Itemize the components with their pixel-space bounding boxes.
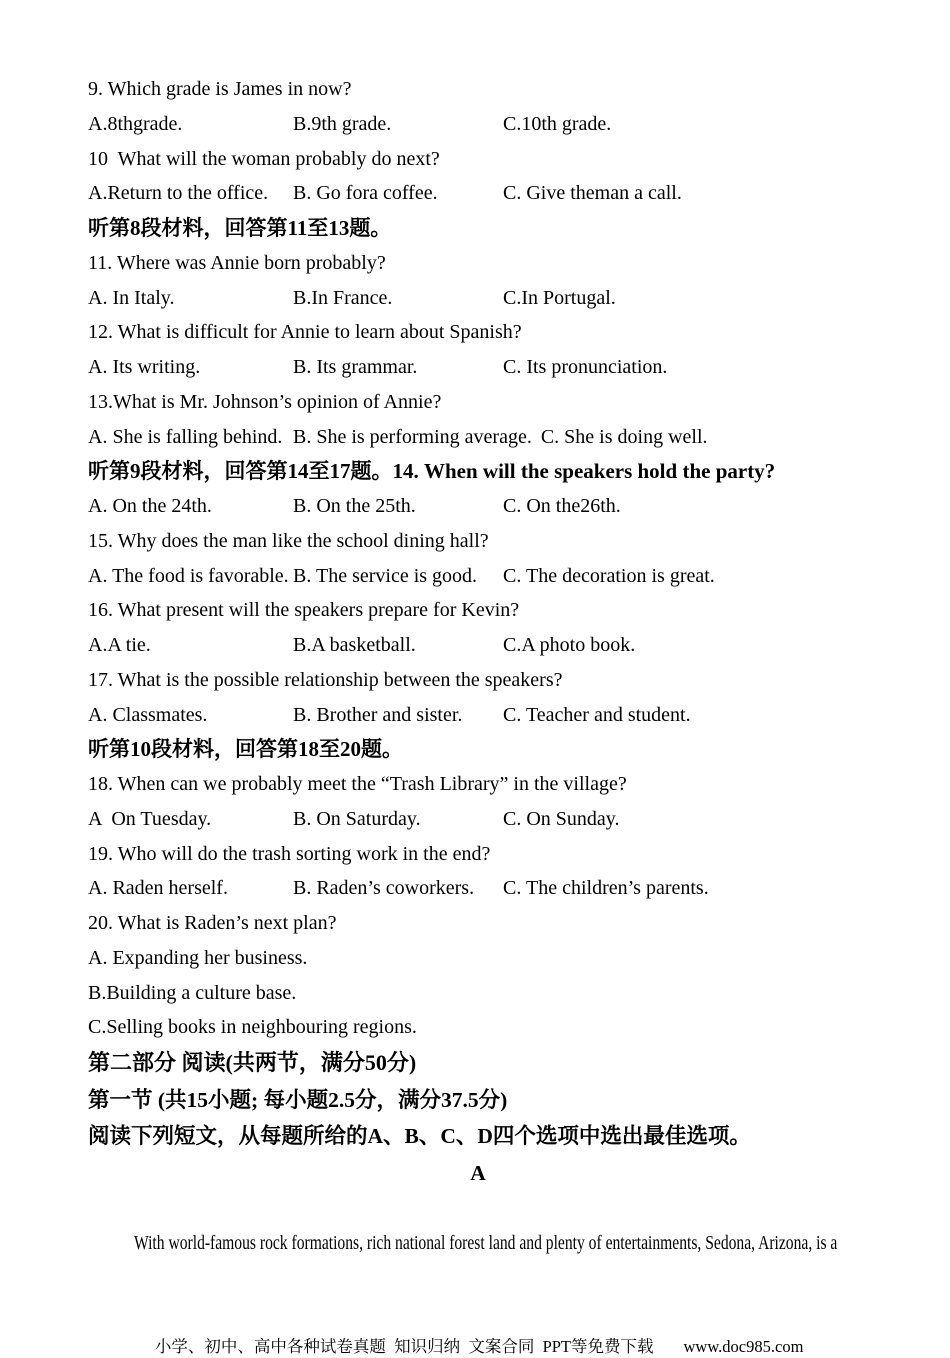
option-a: A. Raden herself. <box>88 877 228 900</box>
section-10-heading: 听第10段材料，回答第18至20题。 <box>88 737 403 762</box>
section-9-heading <box>88 454 868 489</box>
option-c: C. On Sunday. <box>503 807 620 830</box>
option-b: B. Brother and sister. <box>293 703 463 726</box>
option-b: B. Its grammar. <box>293 356 418 378</box>
question-11: 11. Where was Annie born probably? <box>88 251 386 274</box>
option-a: A. Its writing. <box>88 356 201 378</box>
footer-site-url: www.doc985.com <box>683 1337 804 1356</box>
question-13: 13.What is Mr. Johnson’s opinion of Annie? <box>88 390 442 413</box>
option-c: C.In Portugal. <box>503 286 616 309</box>
option-b: B. Raden’s coworkers. <box>293 877 475 900</box>
option-a: A. In Italy. <box>88 286 175 309</box>
option-b: B.9th grade. <box>293 112 392 135</box>
question-12: 12. What is difficult for Annie to learn about Spanish? <box>88 321 522 344</box>
passage-a-label: A <box>470 1160 486 1185</box>
footer-promo-text: 小学、初中、高中各种试卷真题 知识归纳 文案合同 PPT等免费下载 <box>154 1337 654 1356</box>
option-b: B. On Saturday. <box>293 807 421 830</box>
question-20-option-c: C.Selling books in neighbouring regions. <box>88 1016 417 1039</box>
question-12-options <box>88 350 868 385</box>
option-c: C.A photo book. <box>503 634 636 656</box>
section-9-heading-text: 听第9段材料，回答第14至17题。 <box>88 459 393 484</box>
option-c: C. She is doing well. <box>540 425 708 448</box>
option-b: B. On the 25th. <box>293 495 416 517</box>
option-c: C. The children’s parents. <box>503 877 709 900</box>
question-9-options <box>88 107 868 142</box>
question-10: 10 What will the woman probably do next? <box>88 147 440 170</box>
option-a: A. She is falling behind. <box>88 425 283 448</box>
option-a: A On Tuesday. <box>88 807 212 830</box>
question-14-options <box>88 489 868 524</box>
option-a: A.Return to the office. <box>88 182 269 205</box>
question-18: 18. When can we probably meet the “Trash Library” in the village? <box>88 773 627 795</box>
question-17: 17. What is the possible relationship between the speakers? <box>88 668 563 691</box>
page-footer <box>0 1314 950 1358</box>
option-c: C. The decoration is great. <box>503 564 715 587</box>
part-2-heading: 第二部分 阅读(共两节，满分50分) <box>88 1050 417 1075</box>
reading-instructions: 阅读下列短文，从每题所给的A、B、C、D四个选项中选出最佳选项。 <box>88 1124 751 1148</box>
option-a: A. On the 24th. <box>88 495 212 517</box>
question-20: 20. What is Raden’s next plan? <box>88 912 337 934</box>
question-13-options <box>88 420 868 455</box>
option-a: A.8thgrade. <box>88 112 183 135</box>
option-c: C.10th grade. <box>503 112 612 135</box>
question-19-options <box>88 871 868 906</box>
question-11-options <box>88 281 868 316</box>
question-15: 15. Why does the man like the school dining hall? <box>88 529 489 552</box>
passage-a-text: With world-famous rock formations, rich national forest land and plenty of entertainments, Sedona, Arizona, is a <box>134 1232 838 1254</box>
option-b: B. The service is good. <box>293 564 478 587</box>
question-19: 19. Who will do the trash sorting work in the end? <box>88 842 491 865</box>
options-b-c <box>293 420 868 455</box>
option-c: C. Give theman a call. <box>503 182 682 205</box>
option-a: A. The food is favorable. <box>88 564 289 587</box>
question-16-options <box>88 628 868 663</box>
passage-a-first-line <box>88 1191 868 1254</box>
question-18-options <box>88 802 868 837</box>
question-20-option-a: A. Expanding her business. <box>88 946 308 969</box>
option-c: C. Teacher and student. <box>503 703 691 726</box>
question-15-options <box>88 559 868 594</box>
option-c: C. On the26th. <box>503 495 621 517</box>
option-a: A.A tie. <box>88 634 151 656</box>
option-a: A. Classmates. <box>88 703 208 726</box>
question-20-option-b: B.Building a culture base. <box>88 981 297 1004</box>
option-c: C. Its pronunciation. <box>503 356 668 378</box>
exam-document-body <box>88 72 868 1254</box>
question-16: 16. What present will the speakers prepare for Kevin? <box>88 599 520 622</box>
part-2-section-1-heading: 第一节 (共15小题; 每小题2.5分，满分37.5分) <box>88 1087 508 1112</box>
section-8-heading: 听第8段材料，回答第11至13题。 <box>88 216 392 240</box>
question-17-options <box>88 698 868 733</box>
option-b: B.A basketball. <box>293 634 416 656</box>
option-b: B. She is performing average. <box>293 425 532 448</box>
question-9: 9. Which grade is James in now? <box>88 78 352 100</box>
question-14: 14. When will the speakers hold the party? <box>392 459 776 484</box>
question-10-options <box>88 176 868 211</box>
option-b: B. Go fora coffee. <box>293 182 438 205</box>
option-b: B.In France. <box>293 286 393 309</box>
